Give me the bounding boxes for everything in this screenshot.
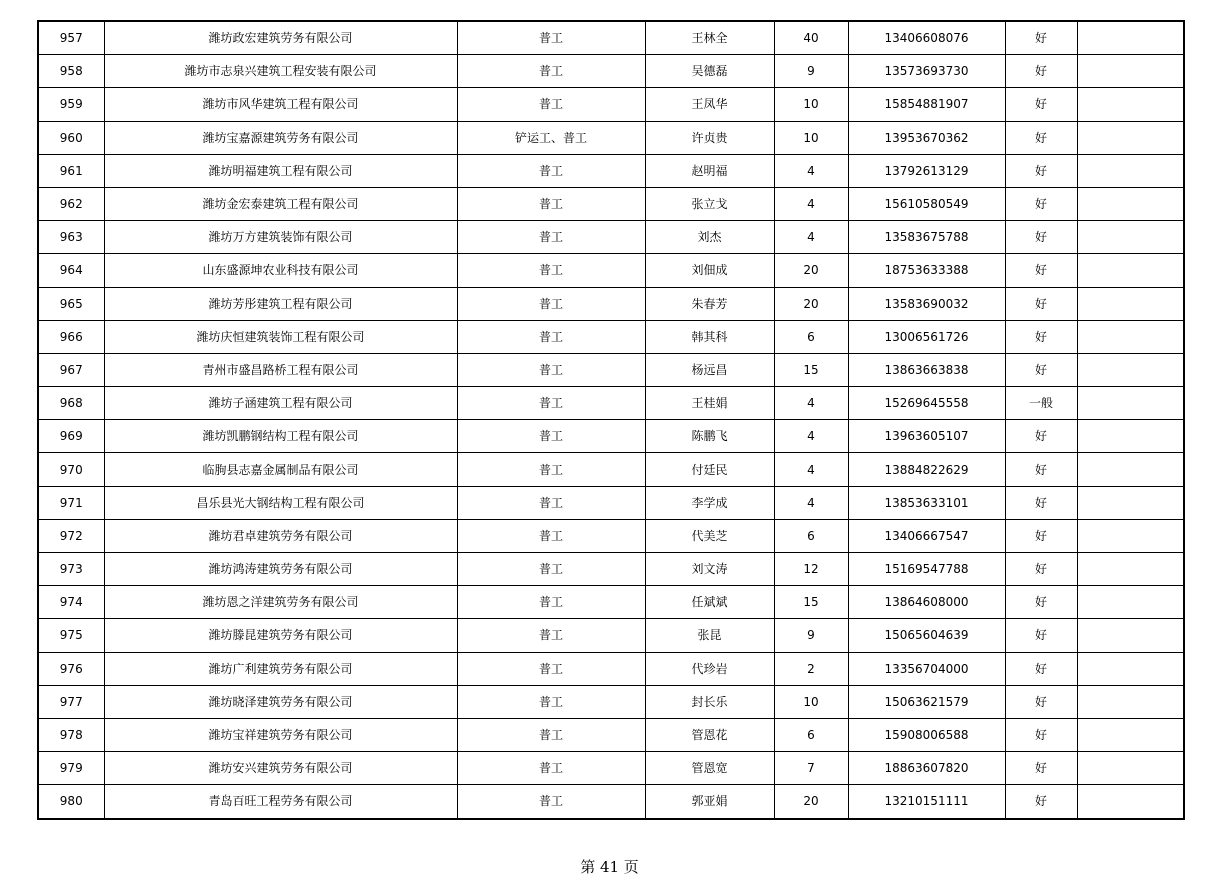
cell-rating: 好 bbox=[1005, 718, 1077, 751]
cell-rating: 好 bbox=[1005, 752, 1077, 785]
cell-contact-person: 代美芝 bbox=[645, 519, 774, 552]
cell-contact-person: 朱春芳 bbox=[645, 287, 774, 320]
table-row bbox=[38, 353, 1184, 386]
cell-contact-person: 王凤华 bbox=[645, 88, 774, 121]
cell-phone: 13406608076 bbox=[848, 21, 1005, 55]
cell-remarks bbox=[1077, 486, 1184, 519]
cell-trade: 普工 bbox=[457, 752, 645, 785]
cell-trade: 普工 bbox=[457, 254, 645, 287]
table-row bbox=[38, 718, 1184, 751]
cell-worker-count: 10 bbox=[774, 121, 848, 154]
cell-remarks bbox=[1077, 353, 1184, 386]
cell-contact-person: 代珍岩 bbox=[645, 652, 774, 685]
cell-serial-no: 969 bbox=[38, 420, 104, 453]
cell-serial-no: 971 bbox=[38, 486, 104, 519]
cell-trade: 普工 bbox=[457, 353, 645, 386]
cell-phone: 13863663838 bbox=[848, 353, 1005, 386]
cell-phone: 18753633388 bbox=[848, 254, 1005, 287]
cell-serial-no: 957 bbox=[38, 21, 104, 55]
cell-remarks bbox=[1077, 685, 1184, 718]
cell-phone: 13853633101 bbox=[848, 486, 1005, 519]
cell-remarks bbox=[1077, 619, 1184, 652]
cell-company-name: 潍坊晓泽建筑劳务有限公司 bbox=[104, 685, 457, 718]
table-row bbox=[38, 586, 1184, 619]
cell-trade: 普工 bbox=[457, 685, 645, 718]
cell-rating: 好 bbox=[1005, 553, 1077, 586]
cell-remarks bbox=[1077, 55, 1184, 88]
cell-serial-no: 966 bbox=[38, 320, 104, 353]
cell-rating: 好 bbox=[1005, 55, 1077, 88]
table-row bbox=[38, 519, 1184, 552]
cell-phone: 15063621579 bbox=[848, 685, 1005, 718]
cell-company-name: 潍坊凯鹏钢结构工程有限公司 bbox=[104, 420, 457, 453]
cell-contact-person: 李学成 bbox=[645, 486, 774, 519]
table-row bbox=[38, 55, 1184, 88]
cell-contact-person: 付廷民 bbox=[645, 453, 774, 486]
cell-remarks bbox=[1077, 652, 1184, 685]
table-row bbox=[38, 320, 1184, 353]
cell-remarks bbox=[1077, 453, 1184, 486]
cell-phone: 13583690032 bbox=[848, 287, 1005, 320]
cell-worker-count: 4 bbox=[774, 486, 848, 519]
cell-company-name: 潍坊广利建筑劳务有限公司 bbox=[104, 652, 457, 685]
table-row bbox=[38, 553, 1184, 586]
cell-trade: 普工 bbox=[457, 652, 645, 685]
page-number: 第 41 页 bbox=[580, 858, 639, 876]
cell-worker-count: 4 bbox=[774, 221, 848, 254]
cell-company-name: 临朐县志嘉金属制品有限公司 bbox=[104, 453, 457, 486]
cell-contact-person: 张立戈 bbox=[645, 187, 774, 220]
cell-contact-person: 陈鹏飞 bbox=[645, 420, 774, 453]
cell-worker-count: 9 bbox=[774, 55, 848, 88]
cell-phone: 18863607820 bbox=[848, 752, 1005, 785]
cell-worker-count: 12 bbox=[774, 553, 848, 586]
table-row bbox=[38, 387, 1184, 420]
cell-trade: 普工 bbox=[457, 287, 645, 320]
cell-contact-person: 吴德磊 bbox=[645, 55, 774, 88]
cell-rating: 好 bbox=[1005, 486, 1077, 519]
cell-worker-count: 2 bbox=[774, 652, 848, 685]
cell-serial-no: 977 bbox=[38, 685, 104, 718]
cell-contact-person: 许贞贵 bbox=[645, 121, 774, 154]
cell-worker-count: 40 bbox=[774, 21, 848, 55]
cell-remarks bbox=[1077, 254, 1184, 287]
cell-serial-no: 961 bbox=[38, 154, 104, 187]
cell-rating: 好 bbox=[1005, 652, 1077, 685]
cell-serial-no: 979 bbox=[38, 752, 104, 785]
cell-phone: 13583675788 bbox=[848, 221, 1005, 254]
cell-phone: 15269645558 bbox=[848, 387, 1005, 420]
cell-worker-count: 9 bbox=[774, 619, 848, 652]
cell-remarks bbox=[1077, 586, 1184, 619]
cell-company-name: 潍坊庆恒建筑装饰工程有限公司 bbox=[104, 320, 457, 353]
cell-serial-no: 967 bbox=[38, 353, 104, 386]
cell-remarks bbox=[1077, 553, 1184, 586]
cell-worker-count: 15 bbox=[774, 586, 848, 619]
cell-phone: 15854881907 bbox=[848, 88, 1005, 121]
cell-rating: 好 bbox=[1005, 154, 1077, 187]
cell-company-name: 潍坊金宏泰建筑工程有限公司 bbox=[104, 187, 457, 220]
cell-worker-count: 6 bbox=[774, 718, 848, 751]
table-row bbox=[38, 785, 1184, 819]
table-row bbox=[38, 685, 1184, 718]
cell-serial-no: 978 bbox=[38, 718, 104, 751]
cell-trade: 普工 bbox=[457, 154, 645, 187]
cell-trade: 普工 bbox=[457, 486, 645, 519]
cell-worker-count: 20 bbox=[774, 785, 848, 819]
cell-serial-no: 964 bbox=[38, 254, 104, 287]
cell-worker-count: 4 bbox=[774, 387, 848, 420]
cell-worker-count: 20 bbox=[774, 287, 848, 320]
cell-contact-person: 刘文涛 bbox=[645, 553, 774, 586]
cell-remarks bbox=[1077, 387, 1184, 420]
cell-remarks bbox=[1077, 785, 1184, 819]
cell-contact-person: 管恩花 bbox=[645, 718, 774, 751]
cell-serial-no: 980 bbox=[38, 785, 104, 819]
cell-contact-person: 王桂娟 bbox=[645, 387, 774, 420]
cell-rating: 好 bbox=[1005, 187, 1077, 220]
table-row bbox=[38, 21, 1184, 55]
table-row bbox=[38, 88, 1184, 121]
cell-company-name: 潍坊市风华建筑工程有限公司 bbox=[104, 88, 457, 121]
cell-serial-no: 973 bbox=[38, 553, 104, 586]
cell-rating: 好 bbox=[1005, 785, 1077, 819]
table-row bbox=[38, 221, 1184, 254]
cell-remarks bbox=[1077, 121, 1184, 154]
cell-company-name: 山东盛源坤农业科技有限公司 bbox=[104, 254, 457, 287]
cell-phone: 13210151111 bbox=[848, 785, 1005, 819]
cell-rating: 好 bbox=[1005, 254, 1077, 287]
cell-phone: 15908006588 bbox=[848, 718, 1005, 751]
cell-rating: 好 bbox=[1005, 453, 1077, 486]
cell-rating: 好 bbox=[1005, 21, 1077, 55]
cell-company-name: 潍坊子涵建筑工程有限公司 bbox=[104, 387, 457, 420]
table-row bbox=[38, 420, 1184, 453]
cell-trade: 普工 bbox=[457, 88, 645, 121]
labor-company-table bbox=[37, 20, 1185, 820]
cell-trade: 普工 bbox=[457, 21, 645, 55]
cell-company-name: 潍坊滕昆建筑劳务有限公司 bbox=[104, 619, 457, 652]
cell-phone: 13406667547 bbox=[848, 519, 1005, 552]
cell-phone: 13792613129 bbox=[848, 154, 1005, 187]
table-row bbox=[38, 287, 1184, 320]
cell-worker-count: 6 bbox=[774, 519, 848, 552]
cell-phone: 13953670362 bbox=[848, 121, 1005, 154]
cell-worker-count: 4 bbox=[774, 154, 848, 187]
cell-company-name: 青州市盛昌路桥工程有限公司 bbox=[104, 353, 457, 386]
table-body bbox=[38, 21, 1184, 819]
cell-serial-no: 962 bbox=[38, 187, 104, 220]
cell-remarks bbox=[1077, 221, 1184, 254]
cell-worker-count: 4 bbox=[774, 187, 848, 220]
cell-worker-count: 10 bbox=[774, 685, 848, 718]
cell-remarks bbox=[1077, 21, 1184, 55]
cell-phone: 13963605107 bbox=[848, 420, 1005, 453]
cell-company-name: 潍坊鸿涛建筑劳务有限公司 bbox=[104, 553, 457, 586]
cell-contact-person: 韩其科 bbox=[645, 320, 774, 353]
cell-company-name: 昌乐县光大钢结构工程有限公司 bbox=[104, 486, 457, 519]
cell-trade: 普工 bbox=[457, 55, 645, 88]
cell-trade: 普工 bbox=[457, 320, 645, 353]
cell-serial-no: 963 bbox=[38, 221, 104, 254]
cell-remarks bbox=[1077, 187, 1184, 220]
cell-rating: 好 bbox=[1005, 519, 1077, 552]
cell-phone: 13573693730 bbox=[848, 55, 1005, 88]
cell-serial-no: 968 bbox=[38, 387, 104, 420]
table-row bbox=[38, 453, 1184, 486]
cell-rating: 好 bbox=[1005, 619, 1077, 652]
table-row bbox=[38, 619, 1184, 652]
cell-remarks bbox=[1077, 88, 1184, 121]
table-row bbox=[38, 121, 1184, 154]
cell-contact-person: 管恩宽 bbox=[645, 752, 774, 785]
table-row bbox=[38, 652, 1184, 685]
cell-phone: 13864608000 bbox=[848, 586, 1005, 619]
cell-contact-person: 杨远昌 bbox=[645, 353, 774, 386]
cell-phone: 15610580549 bbox=[848, 187, 1005, 220]
cell-rating: 一般 bbox=[1005, 387, 1077, 420]
table-row bbox=[38, 154, 1184, 187]
cell-trade: 普工 bbox=[457, 619, 645, 652]
cell-worker-count: 4 bbox=[774, 453, 848, 486]
table-row bbox=[38, 187, 1184, 220]
cell-contact-person: 刘佃成 bbox=[645, 254, 774, 287]
cell-serial-no: 965 bbox=[38, 287, 104, 320]
table-row bbox=[38, 254, 1184, 287]
cell-phone: 13356704000 bbox=[848, 652, 1005, 685]
cell-rating: 好 bbox=[1005, 586, 1077, 619]
cell-phone: 13006561726 bbox=[848, 320, 1005, 353]
cell-serial-no: 974 bbox=[38, 586, 104, 619]
cell-company-name: 潍坊恩之洋建筑劳务有限公司 bbox=[104, 586, 457, 619]
cell-rating: 好 bbox=[1005, 420, 1077, 453]
cell-contact-person: 张昆 bbox=[645, 619, 774, 652]
table-row bbox=[38, 486, 1184, 519]
cell-phone: 13884822629 bbox=[848, 453, 1005, 486]
cell-rating: 好 bbox=[1005, 287, 1077, 320]
cell-contact-person: 王林全 bbox=[645, 21, 774, 55]
cell-rating: 好 bbox=[1005, 685, 1077, 718]
cell-remarks bbox=[1077, 420, 1184, 453]
cell-worker-count: 10 bbox=[774, 88, 848, 121]
cell-trade: 普工 bbox=[457, 187, 645, 220]
cell-rating: 好 bbox=[1005, 320, 1077, 353]
cell-serial-no: 960 bbox=[38, 121, 104, 154]
cell-trade: 普工 bbox=[457, 221, 645, 254]
cell-trade: 普工 bbox=[457, 453, 645, 486]
cell-rating: 好 bbox=[1005, 88, 1077, 121]
cell-rating: 好 bbox=[1005, 121, 1077, 154]
cell-serial-no: 959 bbox=[38, 88, 104, 121]
cell-worker-count: 7 bbox=[774, 752, 848, 785]
cell-worker-count: 6 bbox=[774, 320, 848, 353]
cell-serial-no: 958 bbox=[38, 55, 104, 88]
cell-serial-no: 976 bbox=[38, 652, 104, 685]
cell-company-name: 潍坊万方建筑装饰有限公司 bbox=[104, 221, 457, 254]
cell-serial-no: 970 bbox=[38, 453, 104, 486]
cell-trade: 普工 bbox=[457, 387, 645, 420]
cell-contact-person: 刘杰 bbox=[645, 221, 774, 254]
cell-worker-count: 20 bbox=[774, 254, 848, 287]
cell-serial-no: 972 bbox=[38, 519, 104, 552]
cell-trade: 普工 bbox=[457, 586, 645, 619]
cell-remarks bbox=[1077, 752, 1184, 785]
cell-phone: 15169547788 bbox=[848, 553, 1005, 586]
cell-company-name: 潍坊市志泉兴建筑工程安装有限公司 bbox=[104, 55, 457, 88]
cell-company-name: 潍坊君卓建筑劳务有限公司 bbox=[104, 519, 457, 552]
cell-worker-count: 4 bbox=[774, 420, 848, 453]
cell-company-name: 青岛百旺工程劳务有限公司 bbox=[104, 785, 457, 819]
cell-company-name: 潍坊明福建筑工程有限公司 bbox=[104, 154, 457, 187]
cell-trade: 铲运工、普工 bbox=[457, 121, 645, 154]
cell-trade: 普工 bbox=[457, 785, 645, 819]
cell-company-name: 潍坊宝嘉源建筑劳务有限公司 bbox=[104, 121, 457, 154]
cell-worker-count: 15 bbox=[774, 353, 848, 386]
cell-company-name: 潍坊芳彤建筑工程有限公司 bbox=[104, 287, 457, 320]
cell-phone: 15065604639 bbox=[848, 619, 1005, 652]
cell-remarks bbox=[1077, 154, 1184, 187]
cell-rating: 好 bbox=[1005, 353, 1077, 386]
table-row bbox=[38, 752, 1184, 785]
cell-remarks bbox=[1077, 718, 1184, 751]
cell-remarks bbox=[1077, 287, 1184, 320]
cell-remarks bbox=[1077, 519, 1184, 552]
cell-remarks bbox=[1077, 320, 1184, 353]
cell-contact-person: 任斌斌 bbox=[645, 586, 774, 619]
cell-company-name: 潍坊安兴建筑劳务有限公司 bbox=[104, 752, 457, 785]
cell-company-name: 潍坊政宏建筑劳务有限公司 bbox=[104, 21, 457, 55]
cell-trade: 普工 bbox=[457, 420, 645, 453]
cell-trade: 普工 bbox=[457, 553, 645, 586]
cell-contact-person: 郭亚娟 bbox=[645, 785, 774, 819]
cell-trade: 普工 bbox=[457, 718, 645, 751]
cell-contact-person: 赵明福 bbox=[645, 154, 774, 187]
cell-rating: 好 bbox=[1005, 221, 1077, 254]
cell-company-name: 潍坊宝祥建筑劳务有限公司 bbox=[104, 718, 457, 751]
cell-contact-person: 封长乐 bbox=[645, 685, 774, 718]
cell-trade: 普工 bbox=[457, 519, 645, 552]
cell-serial-no: 975 bbox=[38, 619, 104, 652]
